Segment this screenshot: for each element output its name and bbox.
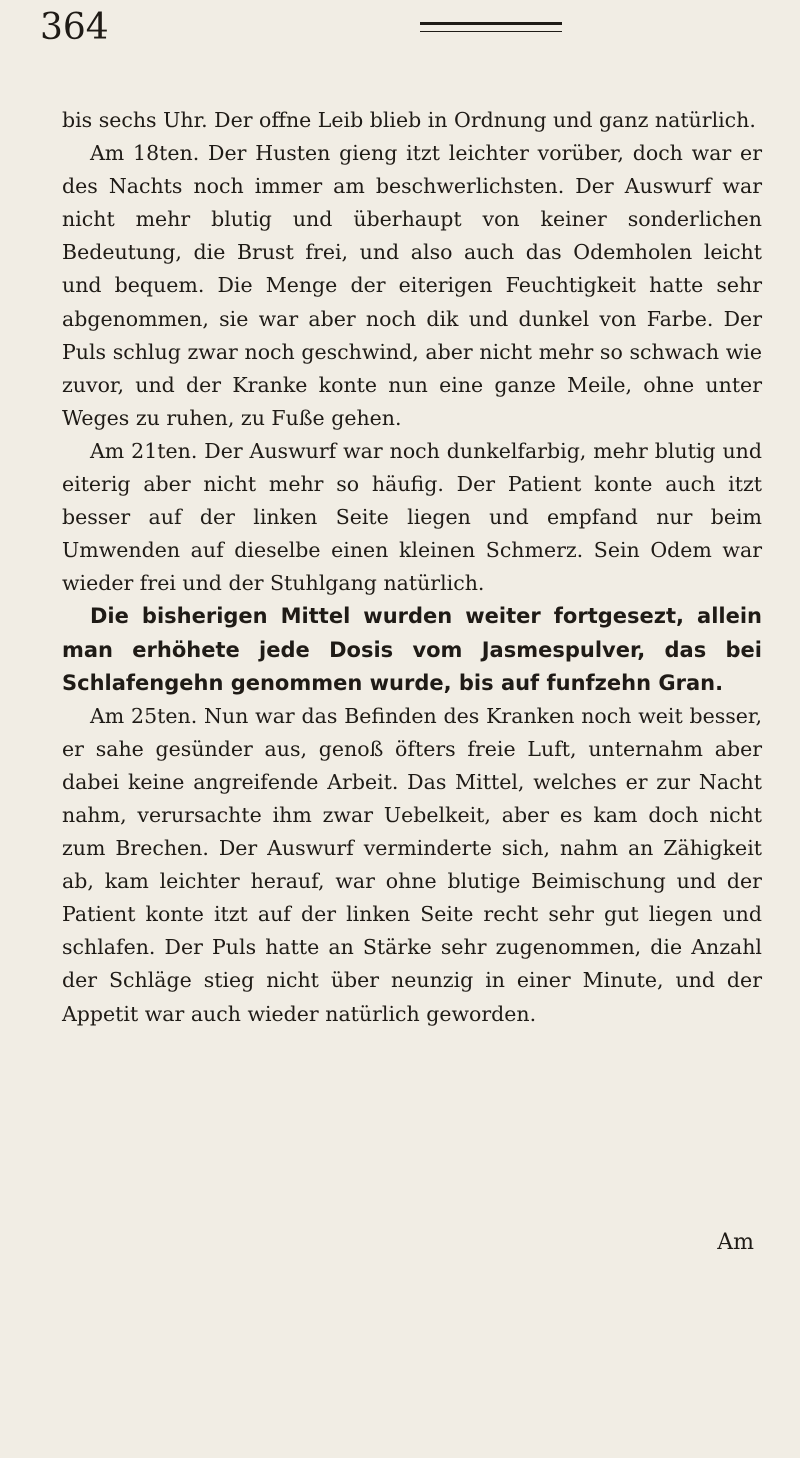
header-rule [420, 22, 562, 25]
catchword: Am [717, 1230, 754, 1255]
paragraph-1: bis sechs Uhr. Der offne Leib blieb in Ordnung und ganz natürlich. [62, 108, 756, 132]
paragraph-3: Am 21ten. Der Auswurf war noch dunkelfarbig, mehr blutig und eiterig aber nicht mehr so häufig. Der Patient konte auch itzt besser auf der linken Seite liegen und empfand nur beim Umwenden auf dieselbe einen kleinen Schmerz. Sein Odem war wieder frei und der Stuhlgang natürlich. [62, 438, 762, 596]
paragraph-2: Am 18ten. Der Husten gieng itzt leichter vorüber, doch war er des Nachts noch immer am beschwerlichsten. Der Auswurf war nicht mehr blutig und überhaupt von keiner sonderlichen Bedeutung, die Brust frei, und also auch das Odemholen leicht und bequem. Die Menge der eiterigen Feuchtigkeit hatte sehr abgenommen, sie war aber noch dik und dunkel von Farbe. Der Puls schlug zwar noch geschwind, aber nicht mehr so schwach wie zuvor, und der Kranke konte nun eine ganze Meile, ohne unter Weges zu ruhen, zu Fuße gehen. [62, 141, 762, 430]
paragraph-4-emphasized: Die bisherigen Mittel wurden weiter fortgesezt, allein man erhöhete jede Dosis vom Jasmespulver, das bei Schlafengehn genommen wurde, bis auf funfzehn Gran. [62, 604, 762, 695]
paragraph-5: Am 25ten. Nun war das Befinden des Kranken noch weit besser, er sahe gesünder aus, genoß öfters freie Luft, unternahm aber dabei keine angreifende Arbeit. Das Mittel, welches er zur Nacht nahm, verursachte ihm zwar Uebelkeit, aber es kam doch nicht zum Brechen. Der Auswurf verminderte sich, nahm an Zähigkeit ab, kam leichter herauf, war ohne blutige Beimischung und der Patient konte itzt auf der linken Seite recht sehr gut liegen und schlafen. Der Puls hatte an Stärke sehr zugenommen, die Anzahl der Schläge stieg nicht über neunzig in einer Minute, und der Appetit war auch wieder natürlich geworden. [62, 703, 762, 1026]
body-text [62, 104, 762, 1031]
page-number: 364 [40, 7, 109, 48]
